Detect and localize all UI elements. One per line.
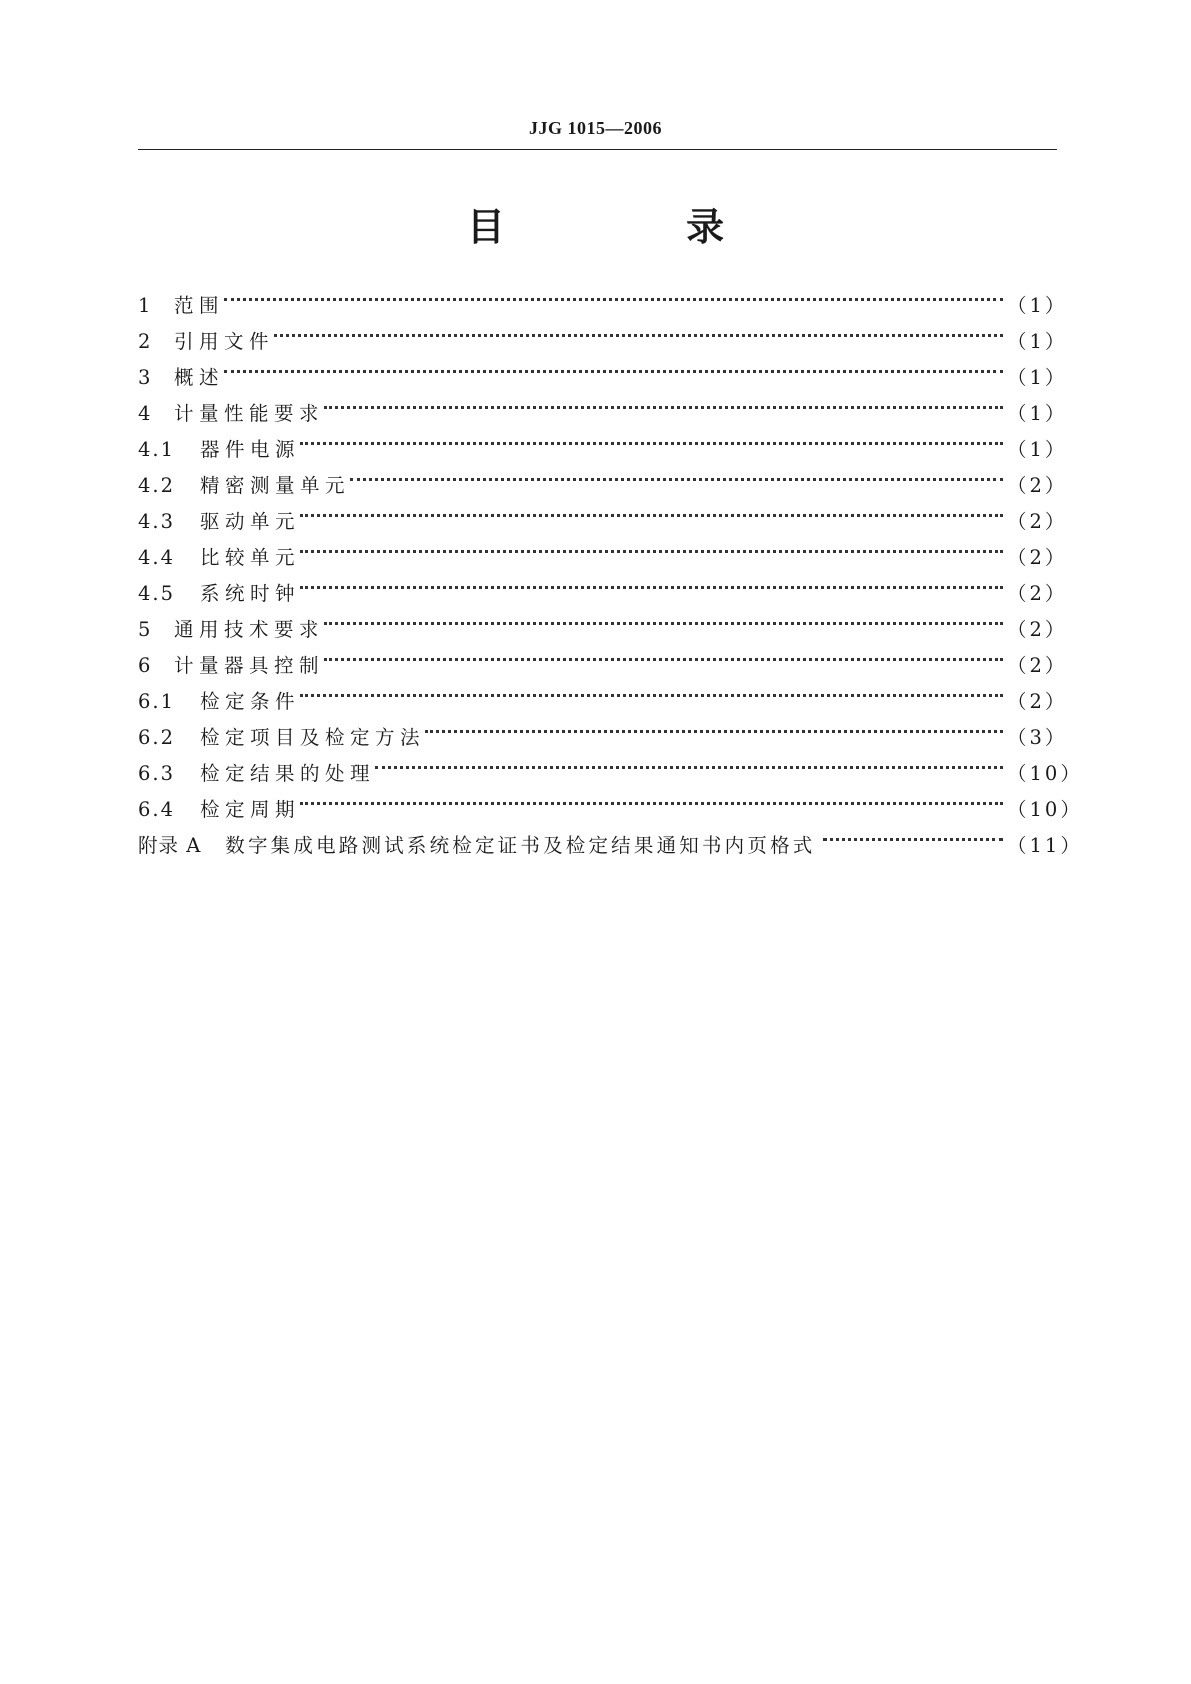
toc-entry-title: 驱动单元 (200, 510, 301, 533)
toc-entry-title: 比较单元 (200, 546, 301, 569)
toc-entry-title: 检定周期 (200, 798, 301, 821)
toc-entry-page: （2） (1007, 582, 1068, 605)
toc-entry-title: 精密测量单元 (200, 474, 351, 497)
toc-entry[interactable] (138, 276, 1068, 317)
toc-entry-page: （11） (1007, 834, 1083, 857)
dot-leader (224, 276, 1007, 312)
toc-entry-page: （3） (1007, 726, 1068, 749)
dot-leader (274, 312, 1007, 348)
header-rule (138, 149, 1057, 150)
dot-leader (324, 636, 1007, 672)
toc-entry[interactable] (138, 348, 1068, 389)
toc-entry-number: 6 (138, 654, 153, 677)
toc-entry-number: 4.1 (138, 438, 176, 461)
toc-entry-number: 1 (138, 294, 153, 317)
toc-entry-page: （2） (1007, 654, 1068, 677)
toc-entry-page: （10） (1007, 762, 1083, 785)
toc-entry-page: （2） (1007, 546, 1068, 569)
dot-leader (300, 528, 1007, 564)
toc-entry-title: 检定结果的处理 (200, 762, 376, 785)
toc-entry-page: （1） (1007, 294, 1068, 317)
toc-entry-title: 计量性能要求 (174, 402, 325, 425)
dot-leader (324, 384, 1007, 420)
toc-entry-page: （2） (1007, 510, 1068, 533)
toc-entry-page: （10） (1007, 798, 1083, 821)
toc-entry-page: （1） (1007, 366, 1068, 389)
dot-leader (425, 708, 1007, 744)
toc-entry-title: 计量器具控制 (174, 654, 325, 677)
dot-leader (300, 672, 1007, 708)
toc-entry-number: 2 (138, 330, 153, 353)
dot-leader (300, 564, 1007, 600)
dot-leader (300, 780, 1007, 816)
toc-entry-number: 4.4 (138, 546, 176, 569)
toc-entry-title: 数字集成电路测试系统检定证书及检定结果通知书内页格式 (225, 834, 816, 857)
toc-entry-title: 范围 (174, 294, 225, 317)
toc-entry-number: 4.3 (138, 510, 176, 533)
toc-entry-number: 附录 A (138, 834, 202, 857)
dot-leader (300, 492, 1007, 528)
toc-entry-title: 引用文件 (174, 330, 275, 353)
toc-entry-number: 4 (138, 402, 153, 425)
toc-entry-title: 通用技术要求 (174, 618, 325, 641)
toc-entry-page: （2） (1007, 690, 1068, 713)
dot-leader (350, 456, 1007, 492)
toc-entry-page: （1） (1007, 402, 1068, 425)
toc-entry-number: 5 (138, 618, 153, 641)
toc-entry-number: 6.2 (138, 726, 176, 749)
toc-entry[interactable] (138, 312, 1068, 353)
dot-leader (300, 420, 1007, 456)
toc-entry-number: 6.1 (138, 690, 176, 713)
toc-entry-page: （1） (1007, 330, 1068, 353)
toc-entry-page: （1） (1007, 438, 1068, 461)
toc-entry-title: 器件电源 (200, 438, 301, 461)
dot-leader (823, 816, 1007, 852)
toc-entry-page: （2） (1007, 474, 1068, 497)
dot-leader (324, 600, 1007, 636)
toc-list (138, 276, 1083, 857)
dot-leader (224, 348, 1007, 384)
toc-entry[interactable] (138, 384, 1068, 425)
document-code: JJG 1015—2006 (528, 118, 662, 138)
toc-entry-number: 4.5 (138, 582, 176, 605)
dot-leader (375, 744, 1007, 780)
toc-entry-number: 6.3 (138, 762, 176, 785)
toc-entry-page: （2） (1007, 618, 1068, 641)
toc-entry-title: 概述 (174, 366, 225, 389)
toc-title: 目 录 (466, 205, 809, 249)
toc-entry-title: 检定项目及检定方法 (200, 726, 426, 749)
toc-entry-title: 检定条件 (200, 690, 301, 713)
toc-entry-number: 4.2 (138, 474, 176, 497)
toc-entry-number: 3 (138, 366, 153, 389)
toc-entry-title: 系统时钟 (200, 582, 301, 605)
toc-entry-number: 6.4 (138, 798, 176, 821)
